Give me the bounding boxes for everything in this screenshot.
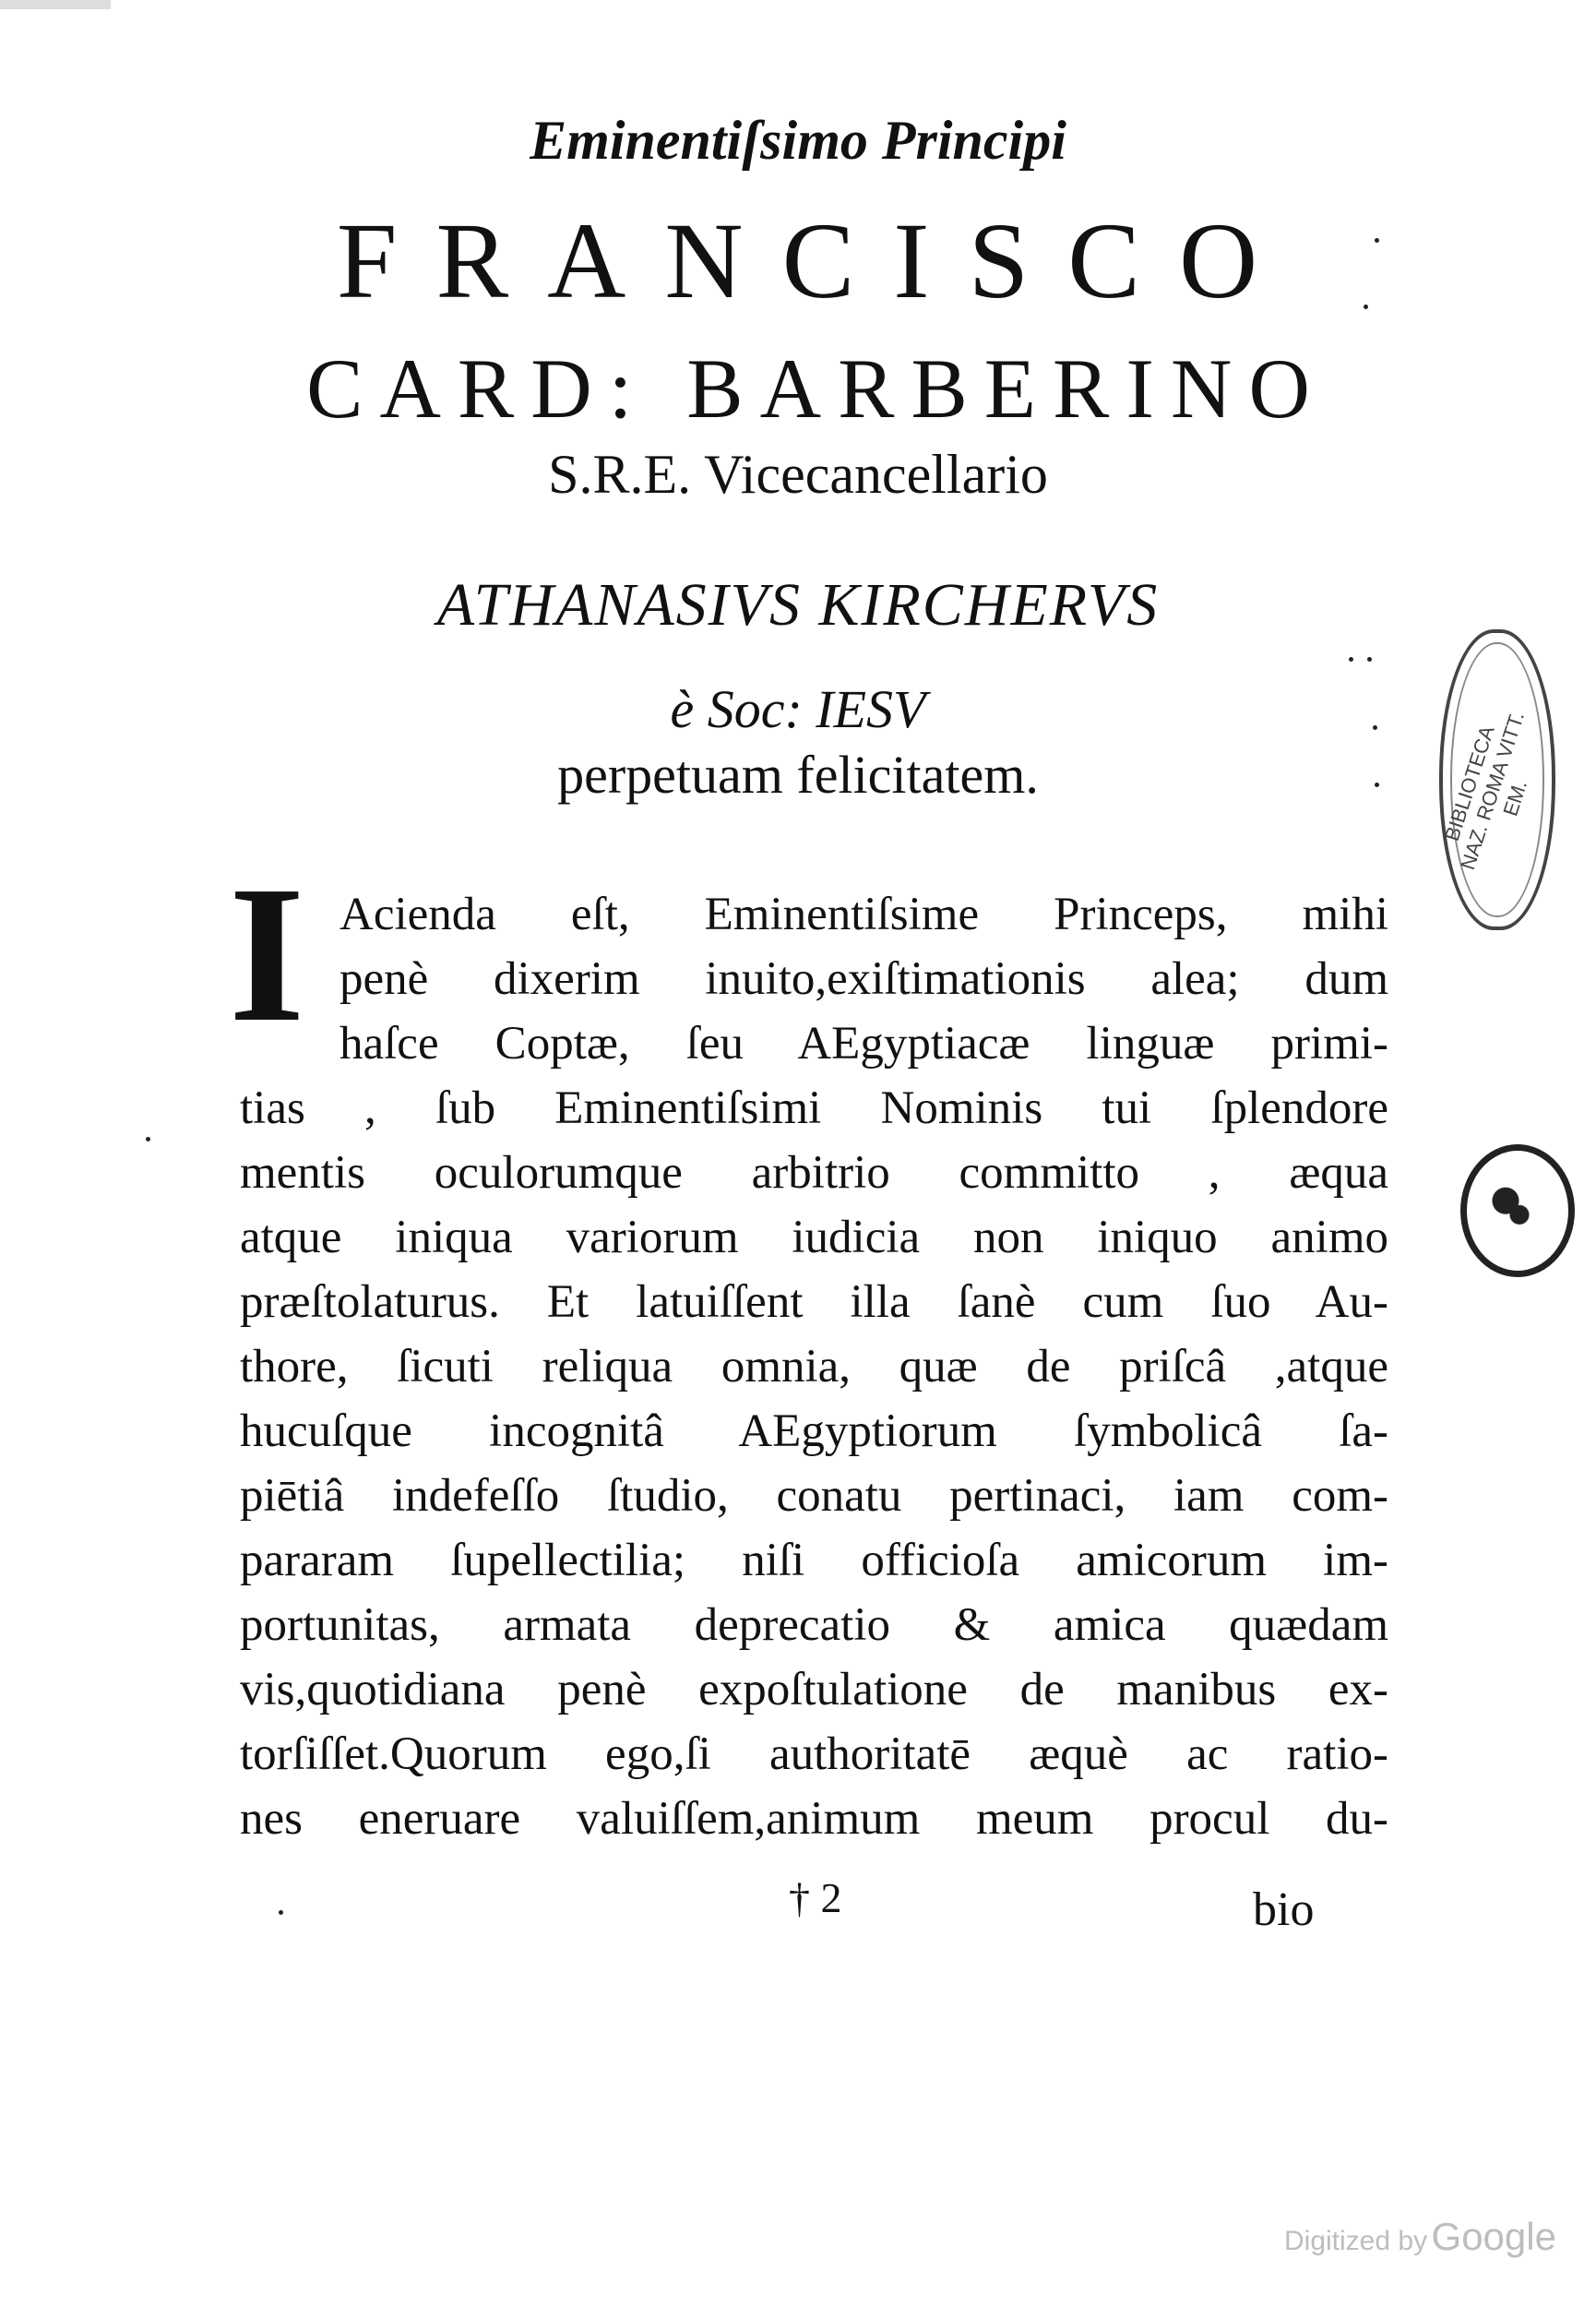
body-text-line: tias , ſub Eminentiſsimi Nominis tui ſplendore <box>240 1082 1388 1134</box>
ink-speck <box>279 1910 283 1915</box>
dedicatee-title-name: CARD: BARBERINO <box>306 341 1327 436</box>
body-text-line: Acienda eſt, Eminentiſsime Princeps, mihi <box>339 889 1388 940</box>
author-society: è Soc: IESV <box>670 679 926 739</box>
ink-speck <box>1367 657 1372 662</box>
body-text-line: mentis oculorumque arbitrio committo , æqua <box>240 1147 1388 1199</box>
body-text-line: thore, ſicuti reliqua omnia, quæ de priſcâ ,atque <box>240 1341 1388 1393</box>
digitized-brand: Google <box>1431 2215 1556 2258</box>
signature-mark: † 2 <box>789 1874 842 1921</box>
ink-speck <box>1375 783 1379 787</box>
body-text-line: pararam ſupellectilia; niſi officioſa amicorum im- <box>240 1535 1388 1586</box>
ink-speck <box>146 1137 150 1142</box>
library-stamp-round <box>1460 1144 1575 1277</box>
body-text-line: nes eneruare valuiſſem,animum meum procul du- <box>240 1793 1388 1845</box>
body-text-line: hucuſque incognitâ AEgyptiorum ſymbolicâ ſa- <box>240 1405 1388 1457</box>
ink-speck <box>1375 238 1379 243</box>
dedication-salutation: Eminentiſsimo Principi <box>530 110 1066 171</box>
ink-speck <box>1349 657 1353 662</box>
body-text-line: atque iniqua variorum iudicia non iniquo animo <box>240 1212 1388 1263</box>
library-stamp-text: BIBLIOTECA NAZ. ROMA VITT. EM. <box>1439 709 1532 873</box>
digitized-prefix: Digitized by <box>1284 2226 1428 2256</box>
body-text-line: portunitas, armata deprecatio & amica quædam <box>240 1599 1388 1651</box>
body-text-line: haſce Coptæ, ſeu AEgyptiacæ linguæ primi- <box>339 1018 1388 1070</box>
body-text-line: penè dixerim inuito,exiſtimationis alea; dum <box>339 953 1388 1005</box>
author-name: ATHANASIVS KIRCHERVS <box>436 571 1160 639</box>
digitized-by-google-watermark <box>1284 2215 1556 2259</box>
greeting-line: perpetuam felicitatem. <box>557 745 1039 805</box>
body-text-line: piētiâ indefeſſo ſtudio, conatu pertinaci, iam com- <box>240 1470 1388 1522</box>
catchword: bio <box>1253 1883 1315 1936</box>
ink-speck <box>1373 725 1377 730</box>
dedicatee-first-name: FRANCISCO <box>336 200 1297 321</box>
body-text-line: vis,quotidiana penè expoſtulatione de manibus ex- <box>240 1664 1388 1715</box>
dedicatee-office: S.R.E. Vicecancellario <box>548 444 1048 505</box>
scan-edge-mark <box>0 0 111 9</box>
body-text-line: præſtolaturus. Et latuiſſent illa ſanè cum ſuo Au- <box>240 1276 1388 1328</box>
body-text-line: torſiſſet.Quorum ego,ſi authoritatē æquè ac ratio- <box>240 1728 1388 1780</box>
ink-speck <box>1364 305 1368 309</box>
drop-cap-initial: I <box>229 845 305 1062</box>
